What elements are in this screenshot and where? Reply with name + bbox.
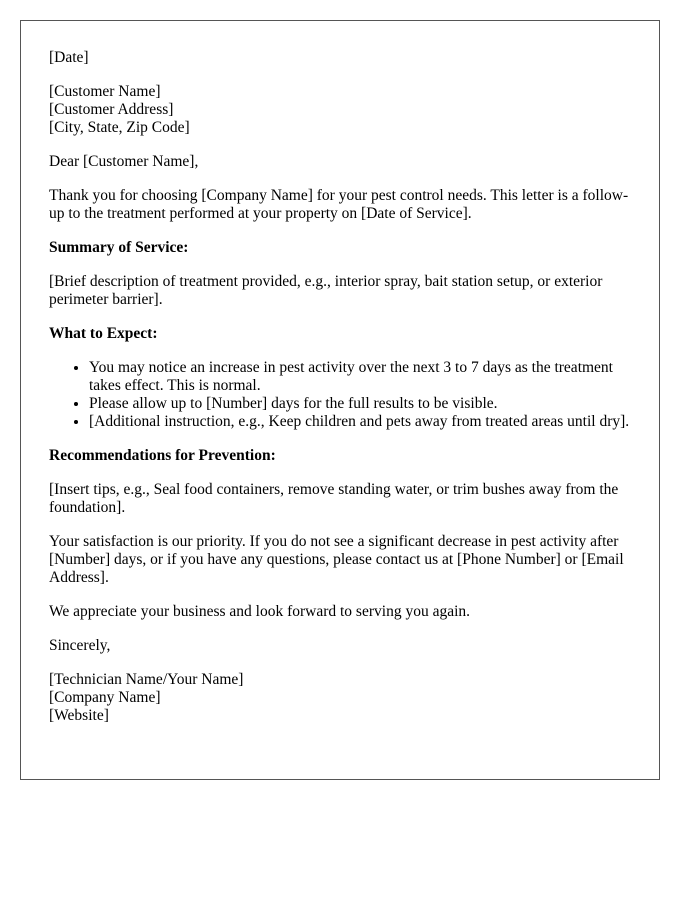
expect-list-item: • Please allow up to [Number] days for the full results to be visible.	[89, 395, 631, 413]
signature-company: [Company Name]	[49, 689, 161, 706]
summary-heading: Summary of Service:	[49, 239, 189, 256]
recipient-name: [Customer Name]	[49, 83, 161, 100]
prevention-heading: Recommendations for Prevention:	[49, 447, 276, 464]
prevention-paragraph: [Insert tips, e.g., Seal food containers, remove standing water, or trim bushes away from the foundation].	[49, 481, 619, 516]
expect-heading: What to Expect:	[49, 325, 158, 342]
satisfaction-paragraph: Your satisfaction is our priority. If you do not see a significant decrease in pest activity after [Number] days, or if you have any questions, please contact us at [Phone Number] or [Email Address].	[49, 533, 624, 586]
appreciation-paragraph: We appreciate your business and look forward to serving you again.	[49, 603, 471, 620]
summary-paragraph: [Brief description of treatment provided, e.g., interior spray, bait station setup, or exterior perimeter barrier].	[49, 273, 603, 308]
signature-website: [Website]	[49, 707, 109, 724]
recipient-address: [Customer Address]	[49, 101, 174, 118]
recipient-address-block	[49, 83, 631, 137]
expect-list-item: • You may notice an increase in pest activity over the next 3 to 7 days as the treatment takes effect. This is normal.	[89, 359, 631, 395]
expect-list	[49, 359, 631, 431]
signature-block	[49, 671, 631, 725]
salutation: Dear [Customer Name],	[49, 153, 199, 170]
letter-page	[20, 20, 660, 780]
recipient-city-state-zip: [City, State, Zip Code]	[49, 119, 190, 136]
expect-list-item: • [Additional instruction, e.g., Keep children and pets away from treated areas until dry].	[89, 413, 631, 431]
date-line: [Date]	[49, 49, 89, 66]
closing: Sincerely,	[49, 637, 111, 654]
intro-paragraph: Thank you for choosing [Company Name] for your pest control needs. This letter is a follow-up to the treatment performed at your property on [Date of Service].	[49, 187, 629, 222]
signature-name: [Technician Name/Your Name]	[49, 671, 244, 688]
